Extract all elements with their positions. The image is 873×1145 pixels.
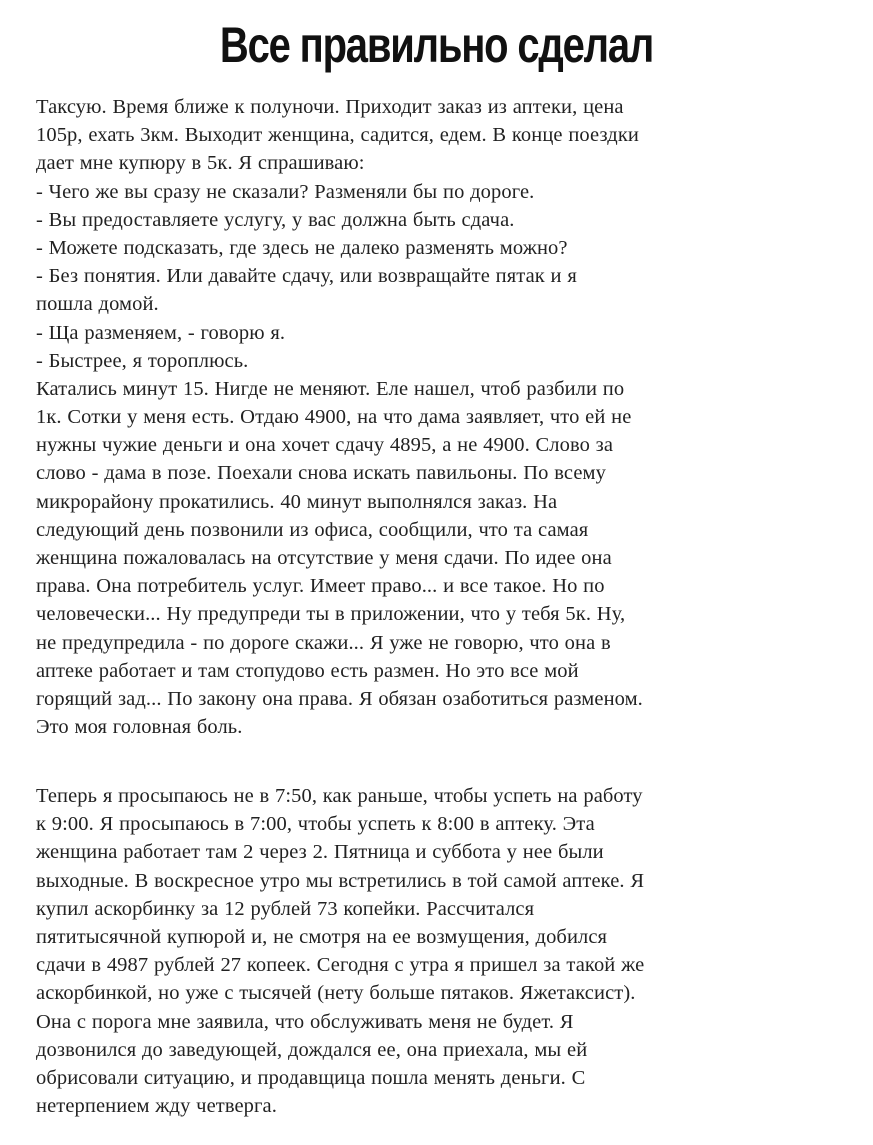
text-line: аптеке работает и там стопудово есть размен. Но это все мой: [36, 659, 579, 682]
text-line: нетерпением жду четверга.: [36, 1095, 277, 1118]
text-line: права. Она потребитель услуг. Имеет право... и все такое. Но по: [36, 575, 605, 598]
text-line: аскорбинкой, но уже с тысячей (нету больше пятаков. Яжетаксист).: [36, 982, 636, 1005]
text-line: - Без понятия. Или давайте сдачу, или возвращайте пятак и я: [36, 265, 577, 288]
text-line: купил аскорбинку за 12 рублей 73 копейки. Рассчитался: [36, 897, 535, 920]
page-title: Все правильно сделал: [219, 17, 654, 73]
text-line: женщина работает там 2 через 2. Пятница и суббота у нее были: [36, 841, 604, 864]
text-line: - Быстрее, я тороплюсь.: [36, 349, 249, 372]
text-line: женщина пожаловалась на отсутствие у меня сдачи. По идее она: [36, 547, 612, 569]
text-line: Она с порога мне заявила, что обслуживать меня не будет. Я: [36, 1010, 574, 1033]
text-line: человечески... Ну предупреди ты в приложении, что у тебя 5к. Ну,: [36, 603, 626, 626]
text-line: - Чего же вы сразу не сказали? Разменяли бы по дороге.: [36, 180, 535, 203]
text-line: пятитысячной купюрой и, не смотря на ее возмущения, добился: [36, 925, 608, 948]
text-line: обрисовали ситуацию, и продавщица пошла менять деньги. С: [36, 1066, 586, 1089]
text-line: не предупредила - по дороге скажи... Я уже не говорю, что она в: [36, 631, 611, 654]
text-line: - Можете подсказать, где здесь не далеко разменять можно?: [36, 236, 568, 259]
text-line: дозвонился до заведующей, дождался ее, она приехала, мы ей: [36, 1038, 588, 1061]
text-line: Теперь я просыпаюсь не в 7:50, как раньше, чтобы успеть на работу: [36, 785, 643, 807]
text-line: сдачи в 4987 рублей 27 копеек. Сегодня с утра я пришел за такой же: [36, 954, 645, 977]
text-line: пошла домой.: [36, 293, 159, 316]
story-paragraph-1: [36, 93, 836, 741]
text-line: 105р, ехать 3км. Выходит женщина, садится, едем. В конце поездки: [36, 124, 639, 147]
text-line: слово - дама в позе. Поехали снова искать павильоны. По всему: [36, 462, 606, 485]
text-line: выходные. В воскресное утро мы встретились в той самой аптеке. Я: [36, 869, 645, 892]
text-line: к 9:00. Я просыпаюсь в 7:00, чтобы успеть к 8:00 в аптеку. Эта: [36, 813, 595, 836]
text-line: 1к. Сотки у меня есть. Отдаю 4900, на что дама заявляет, что ей не: [36, 406, 632, 429]
text-line: следующий день позвонили из офиса, сообщили, что та самая: [36, 518, 589, 541]
text-line: микрорайону прокатились. 40 минут выполнялся заказ. На: [36, 490, 558, 513]
text-line: Катались минут 15. Нигде не меняют. Еле нашел, чтоб разбили по: [36, 377, 625, 400]
text-line: - Ща разменяем, - говорю я.: [36, 321, 286, 344]
text-line: Таксую. Время ближе к полуночи. Приходит заказ из аптеки, цена: [36, 96, 624, 118]
story-paragraph-2: [36, 782, 836, 1120]
text-line: нужны чужие деньги и она хочет сдачу 4895, а не 4900. Слово за: [36, 434, 614, 457]
text-line: дает мне купюру в 5к. Я спрашиваю:: [36, 152, 365, 175]
text-line: Это моя головная боль.: [36, 716, 243, 739]
text-line: - Вы предоставляете услугу, у вас должна быть сдача.: [36, 208, 515, 231]
text-line: горящий зад... По закону она права. Я обязан озаботиться разменом.: [36, 687, 643, 710]
